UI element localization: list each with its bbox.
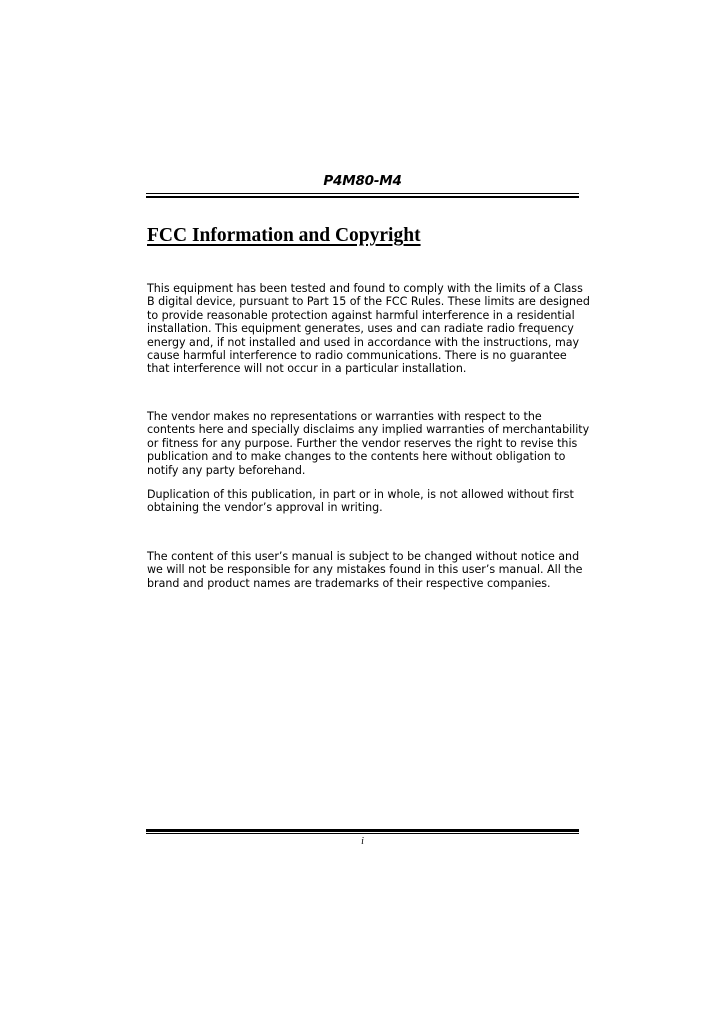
footer-rule-thick (146, 829, 579, 832)
paragraph-line: The vendor makes no representations or warranties with respect to the (147, 410, 542, 423)
paragraph-line: or fitness for any purpose. Further the vendor reserves the right to revise this (147, 436, 578, 450)
paragraph-duplication (147, 488, 583, 515)
paragraph-line: that interference will not occur in a particular installation. (147, 362, 467, 376)
header-title: P4M80-M4 (323, 173, 402, 189)
paragraph-trademarks (147, 550, 583, 590)
paragraph-line: cause harmful interference to radio communications. There is no guarantee (147, 349, 567, 363)
paragraph-line: contents here and specially disclaims any implied warranties of merchantability (147, 423, 590, 437)
paragraph-line: notify any party beforehand. (147, 463, 306, 477)
page-heading: FCC Information and Copyright (147, 225, 421, 246)
page-number: i (361, 836, 364, 847)
paragraph-line: Duplication of this publication, in part or in whole, is not allowed without first (147, 488, 574, 501)
paragraph-line: brand and product names are trademarks of their respective companies. (147, 576, 551, 590)
paragraph-line: to provide reasonable protection against harmful interference in a residential (147, 308, 575, 322)
paragraph-vendor-disclaimer (147, 410, 590, 477)
paragraph-line: energy and, if not installed and used in accordance with the instructions, may (147, 335, 580, 349)
paragraph-line: publication and to make changes to the contents here without obligation to (147, 450, 566, 464)
paragraph-line: obtaining the vendor’s approval in writing. (147, 501, 383, 515)
paragraph-line: we will not be responsible for any mistakes found in this user’s manual. All the (147, 563, 583, 577)
paragraph-line: This equipment has been tested and found to comply with the limits of a Class (147, 282, 583, 295)
header-rule-thin (146, 193, 579, 194)
paragraph-line: installation. This equipment generates, uses and can radiate radio frequency (147, 322, 574, 336)
footer-rule-thin (146, 833, 579, 834)
paragraph-line: The content of this user’s manual is subject to be changed without notice and (147, 550, 580, 563)
paragraph-line: B digital device, pursuant to Part 15 of the FCC Rules. These limits are designed (147, 295, 590, 309)
paragraph-fcc-compliance (147, 282, 590, 376)
header-rule-thick (146, 196, 579, 199)
